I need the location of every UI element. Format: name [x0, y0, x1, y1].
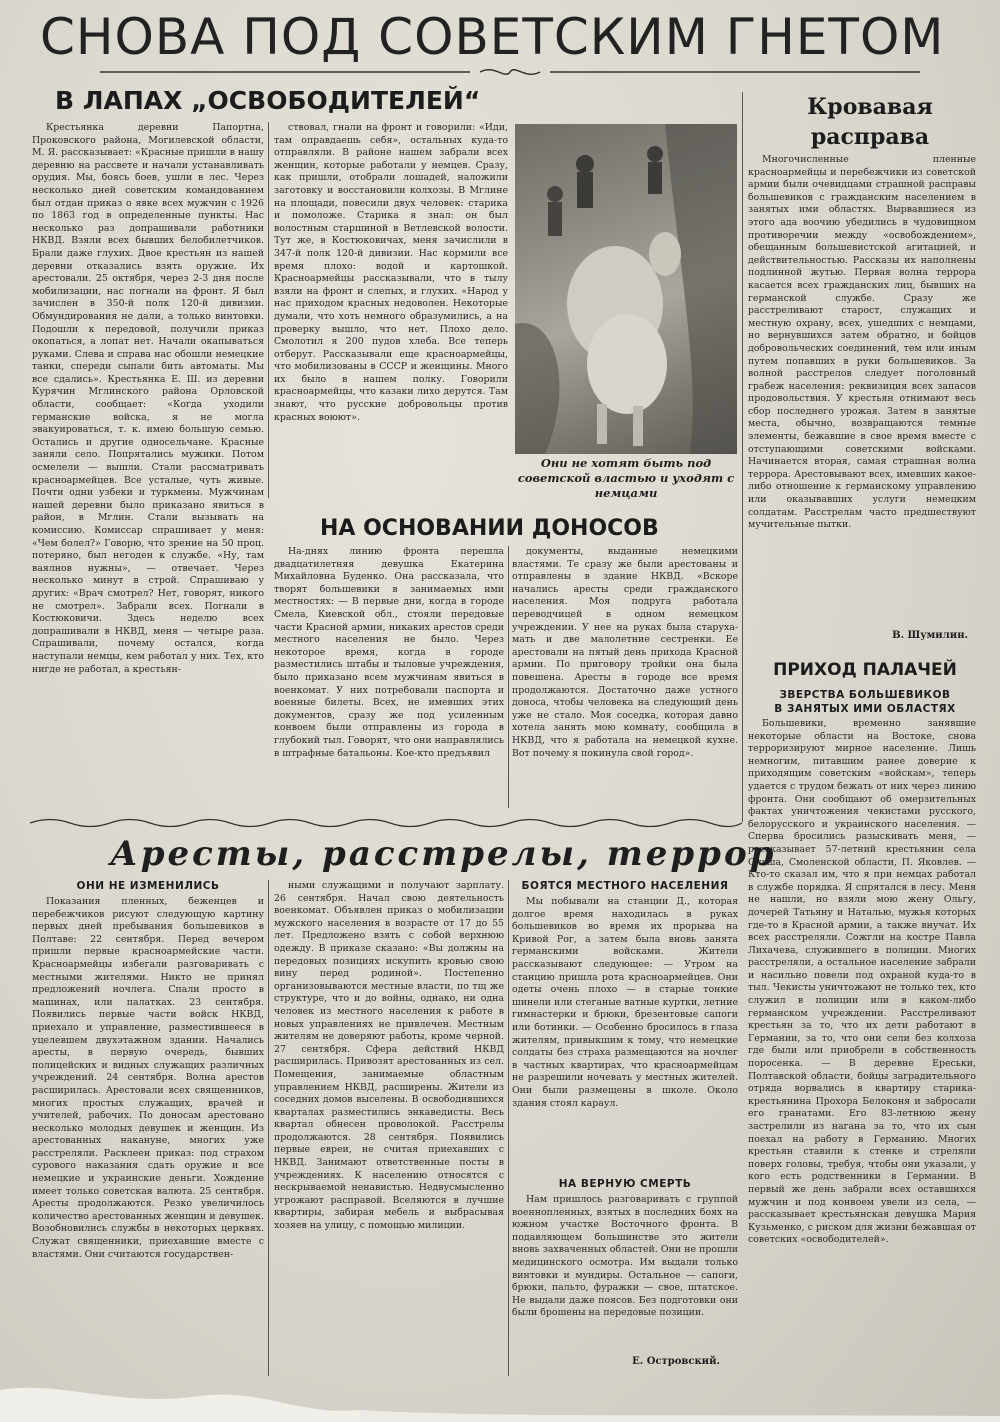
article5-subhead2: БОЯТСЯ МЕСТНОГО НАСЕЛЕНИЯ	[521, 880, 729, 892]
article4-text-body: Большевики, временно занявшие некоторые области на Востоке, снова терроризируют мирное население. Лишь немногим, питавшим ранее доверие к приходящим советским «войскам», теперь удается с трудом бежать от них через линию фронта. Они сообщают об омерзительных фактах уничтожения чекистами русского, белорусского и украинского населения. — Сперва бросились разыскивать меня, — рассказывает 57-летний крестьянин села Ольша, Смоленской области, П. Яковлев. — Кто-то сказал им, что я при немцах работал в службе порядка. Я спрятался в лесу. Меня не нашли, но взяли мою жену Ольгу, дочерей Татьяну и Наталью, мужья которых где-то в Красной армии, а также внучат. Их всех расстреляли. Сожгли на костре Павла Лихачева, служившего в полиции. Многих расстреляли, а остальное население забрали и насильно повели под охраной куда-то в тыл. Чекисты уничтожают не только тех, кто служил в полиции или в каком-либо германском учреждении. Расстреливают крестьян за то, что их дети работают в Германии, за то, что они сели без колхоза где были или приобрели в собственность поросенка. — В деревне Ереськи, Полтавской области, бойцы заградительного отряда ворвались в квартиру старика-крестьянина Прохора Белоконя и забросали его гранатами. Его 83-летнюю жену застрелили из нагана за то, что их сын поехал на работу в Германию. Многих крестьян ставили к стенке и стреляли поверх головы, требуя, чтобы они указали, у кого есть родственники в Германии. В первый же день забрали всех оставшихся мужчин и под конвоем увели из села, — рассказывает крестьянская девушка Мария Кузьменко, с риском для жизни бежавшая от советских «освободителей».	[748, 718, 976, 1246]
article5-subhead3: НА ВЕРНУЮ СМЕРТЬ	[558, 1178, 692, 1190]
article2-column1-text: На-днях линию фронта перешла двадцатилетняя девушка Екатерина Михайловна Буденко. Она рассказала, что творят большевики в занимаемых ими местностях: — В первые дни, когда в городе Смела, Киевской обл., стояли передовые части Красной армии, никаких арестов среди местного населения не было. Через некоторое время, когда в городе разместились штабы и тыловые учреждения, было приказано всем мужчинам явиться в военкомат. У них потребовали паспорта и военные билеты. Всех, не имевших этих документов, сразу же под усиленным конвоем были отправлены из города в глубокий тыл. Говорят, что они направлялись в штрафные батальоны. Кое-кто предъявил	[274, 546, 504, 759]
article3-text-body: Многочисленные пленные красноармейцы и перебежчики из советской армии были очевидцами страшной расправы большевиков с гражданским населением в занятых ими областях. Вырвавшиеся из этого ада воочию убедились в чудовищном противоречии между «освобождением», обещанным большевистской агитацией, и действительностью. Рассказы их наполнены подлинной жутью. Первая волна террора касается всех гражданских лиц, бывших на германской службе. Сразу же расстреливают старост, служащих и местную охрану, всех, ушедших с немцами, но вернувшихся затем обратно, и бойцов добровольческих соединений, тем или иным путем попавших в руки большевиков. За волной расстрелов следует поголовный грабеж населения: реквизиция всех запасов продовольствия. У крестьян отнимают весь сбор последнего урожая. Затем в занятые места, обычно, возвращаются темные элементы, бежавшие в свое время вместе с отступающими советскими войсками. Начинается вторая, самая страшная волна террора. Арестовывают всех, имевших какое-либо отношение к германскому управлению или оказывавших услуги немецким солдатам. Расстрелам часто предшествуют мучительные пытки.	[748, 154, 976, 531]
article5-column3b-text: Нам пришлось разговаривать с группой военнопленных, взятых в последних боях на южном участке Восточного фронта. В подавляющем большинстве это жители вновь захваченных областей. Они не прошли медицинского осмотра. Им выдали только винтовки и мундиры. Остальное — сапоги, брюки, пальто, фуражки — свое, штатское. Не выдали даже поясов. Без подготовки они были брошены на передовые позиции.	[512, 1194, 738, 1319]
article5-column3a	[512, 896, 738, 1172]
article1-column1-text: Крестьянка деревни Папортна, Проковского района, Могилевской области, М. Я. рассказывает: «Красные пришли в нашу деревню на рассвете и начали устанавливать орудия. Мы, боясь боев, ушли в лес. Через несколько дней советским командованием был отдан приказ о явке всех мужчин с 1926 по 1863 год в определенные пункты. Нас несколько раз допрашивали работники НКВД. Взяли всех бывших белобилетчиков. Брали даже глухих. Двое крестьян из нашей деревни отказались взять оружие. Их арестовали. 25 октября, через 2-3 дня после мобилизации, нас погнали на фронт. Я был зачислен в 350-й полк 120-й дивизии. Обмундирования не дали, а только винтовки. Подошли к передовой, получили приказ окопаться, а лопат нет. Начали окапываться руками. Слева и справа нас обошли немецкие танки, спереди сыпали бить автоматы. Мы все сдались». Крестьянка Е. Ш. из деревни Курячин Мглинского района Орловской области, сообщает: «Когда уходили германские войска, я не могла эвакуироваться, т. к. имею большую семью. Остались и другие односельчане. Красные заняли село. Попрятались мужики. Потом осмелели — вышли. Стали рассматривать красноармейцев. Все усталые, чуть живые. Почти одни узбеки и туркмены. Мужчинам нашей деревни было приказано явиться в район, в Мглин. Стали вызывать на комиссию. Комиссар спрашивает у меня: «Чем болел?» Говорю, что зрение на 50 проц. потеряно, был негоден к службе. «Ну, там ваялнов нужны», — отвечает. Через несколько минут в строй. Спрашиваю у других: «Врач смотрел? Нет, говорят, никого не смотрел». Забрали всех. Погнали в Костюковичи. Здесь неделю всех допрашивали в НКВД, меня — четыре раза. Спрашивали, почему остался, когда наступали немцы, кем работал у них. Тех, кто нигде не работал, а крестьян-	[32, 122, 264, 675]
photo-caption: Они не хотят быть под советской властью и уходят с немцами	[517, 456, 735, 500]
article5-column1	[32, 896, 264, 1376]
article5-subhead1: ОНИ НЕ ИЗМЕНИЛИСЬ	[76, 880, 220, 892]
article5-signature: Е. Островский.	[632, 1356, 720, 1367]
article4-text	[748, 718, 976, 1382]
column-divider	[268, 122, 269, 498]
article2-title: НА ОСНОВАНИИ ДОНОСОВ	[320, 516, 659, 541]
article1-column2-text: ствовал, гнали на фронт и говорили: «Иди, там оправдаешь себя», остальных куда-то отправляли. В районе нашем забрали всех женщин, которые работали у немцев. Сразу, как пришли, отобрали лошадей, наложили заготовку и восстановили колхозы. В Мглине на площади, повесили двух человек: старика и помоложе. Старика я знал: он был волостным старшиной в Ветлевской волости. Тут же, в Костюковичах, меня зачислили в 347-й полк 120-й дивизии. Нас кормили все время плохо: водой и картошкой. Красноармейцы рассказывали, что в тылу взяли на фронт и слепых, и глухих. «Народ у нас приходом красных недоволен. Некоторые думали, что хоть немного образумились, а на проверку вышло, что нет. Плохо дело. Смолотил я 200 пудов хлеба. Все теперь отберут. Рассказывали еще красноармейцы, что мобилизованы в СССР и женщины. Много их было в нашем полку. Говорили красноармейцы, что казаки лихо дерутся. Там знают, что русские добровольцы против красных воюют».	[274, 122, 508, 423]
article1-title: В ЛАПАХ „ОСВОБОДИТЕЛЕЙ“	[55, 86, 481, 115]
article4-title: ПРИХОД ПАЛАЧЕЙ	[773, 660, 957, 680]
article3-signature: В. Шумилин.	[892, 630, 968, 641]
article5-column1-text: Показания пленных, беженцев и перебежчиков рисуют следующую картину первых дней пребывания большевиков в Полтаве: 22 сентября. Перед вечером пришли первые красноармейские части. Красноармейцы избегали разговаривать с местными жителями. Никто не принял предложений ночлега. Спали просто в машинах, или палатках. 23 сентября. Появились первые части войск НКВД, приехало и управление, разместившееся в уцелевшем двухэтажном здании. Начались аресты, в первую очередь, бывших полицейских и видных служащих различных учреждений. 24 сентября. Волна арестов расширилась. Арестовали всех священников, многих простых служащих, врачей и учителей, рабочих. По доносам арестовано несколько молодых девушек и женщин. Из арестованных накануне, многих уже расстреляли. Расклеен приказ: под страхом сурового наказания сдать оружие и все немецкие и украинские деньги. Хождение имеет только советская валюта. 25 сентября. Аресты продолжаются. Резко увеличилось количество арестованных женщин и девушек. Возобновились службы в некоторых церквях. Служат священники, приехавшие вместе с властями. Они считаются государствен-	[32, 896, 264, 1260]
article3-title-line2: расправа	[810, 124, 930, 150]
article1-column2	[274, 122, 508, 510]
article5-title: Аресты, расстрелы, террор	[110, 834, 777, 874]
article4-subtitle-line2: В ЗАНЯТЫХ ИМИ ОБЛАСТЯХ	[774, 703, 956, 715]
article5-column2-text: ными служащими и получают зарплату. 26 сентября. Начал свою деятельность военкомат. Объявлен приказ о мобилизации мужского населения в возрасте от 17 до 55 лет. Предложено взять с собой верхнюю одежду. В приказе сказано: «Вы должны на передовых позициях искупить кровью свою вину перед родиной». Постепенно организовываются местные власти, по тщ же структуре, что и до войны, однако, ни одна человек из местного населения к работе в новых управлениях не привлечен. Местным жителям не доверяют работы, кроме черной. 27 сентября. Сфера действий НКВД расширилась. Привозят арестованных из сел. Помещения, занимаемые областным управлением НКВД, расширены. Жители из соседних домов выселены. В освободившихся кварталах разместились энкаведисты. Весь квартал обнесен проволокой. Расстрелы продолжаются. 28 сентября. Появились первые евреи, не считая приехавших с НКВД. Занимают ответственные посты в учреждениях. К населению относятся с нескрываемой ненавистью. Недвусмысленно угрожают расправой. Вселяются в лучшие квартиры, забирая мебель и выбрасывая хозяев на улицу, с помощью милиции.	[274, 880, 504, 1232]
column-divider	[508, 880, 509, 1376]
column-divider	[742, 92, 743, 822]
article2-column2	[512, 546, 738, 810]
article4-subtitle	[752, 688, 978, 716]
article2-column1	[274, 546, 504, 810]
column-divider	[268, 880, 269, 1376]
article5-column3b	[512, 1194, 738, 1350]
article5-column3a-text: Мы побывали на станции Д., которая долгое время находилась в руках большевиков во время их прорыва на Кривой Рог, а затем была вновь занята германскими войсками. Жители рассказывают следующее: — Утром на станцию пришла рота красноармейцев. Они одеты очень плохо — в старые тонкие шинели или стеганые ватные куртки, летние гимнастерки и брюки, брезентовые сапоги или ботинки. — Особенно бросилось в глаза жителям, привыкшим к тому, что немецкие солдаты без страха размещаются на ночлег в частных квартирах, что красноармейцам не разрешили ночевать у местных жителей. Они были размещены в школе. Около здания стоял караул.	[512, 896, 738, 1109]
article5-column2	[274, 880, 504, 1372]
article4-subtitle-line1: ЗВЕРСТВА БОЛЬШЕВИКОВ	[779, 689, 951, 701]
article3-title	[760, 92, 980, 152]
article1-column1	[32, 122, 264, 675]
torn-paper-edge	[0, 1360, 1000, 1422]
article3-text	[748, 154, 976, 624]
article3-title-line1: Кровавая	[807, 94, 933, 120]
headline-ornament-rule	[100, 66, 920, 78]
news-photo	[515, 124, 737, 454]
photo-illustration	[515, 124, 737, 454]
section-divider	[30, 816, 742, 830]
column-divider	[508, 546, 509, 808]
masthead-headline: СНОВА ПОД СОВЕТСКИМ ГНЕТОМ	[40, 8, 945, 66]
article2-column2-text: документы, выданные немецкими властями. Те сразу же были арестованы и отправлены в здание НКВД. «Вскоре начались аресты среди гражданского населения. Моя подруга работала переводчицей в одном немецком учреждении. У нее на руках была старуха-мать и две малолетние сестренки. Ее арестовали на пятый день прихода Красной армии. По приговору тройки она была повешена. Аресты в городе все время продолжаются. Достаточно даже устного доноса, чтобы человека на следующий день уже не стало. Моя соседка, которая давно хотела занять мою комнату, сообщила в НКВД, что я работала на немецкой кухне. Вот почему я покинула свой город».	[512, 546, 738, 759]
